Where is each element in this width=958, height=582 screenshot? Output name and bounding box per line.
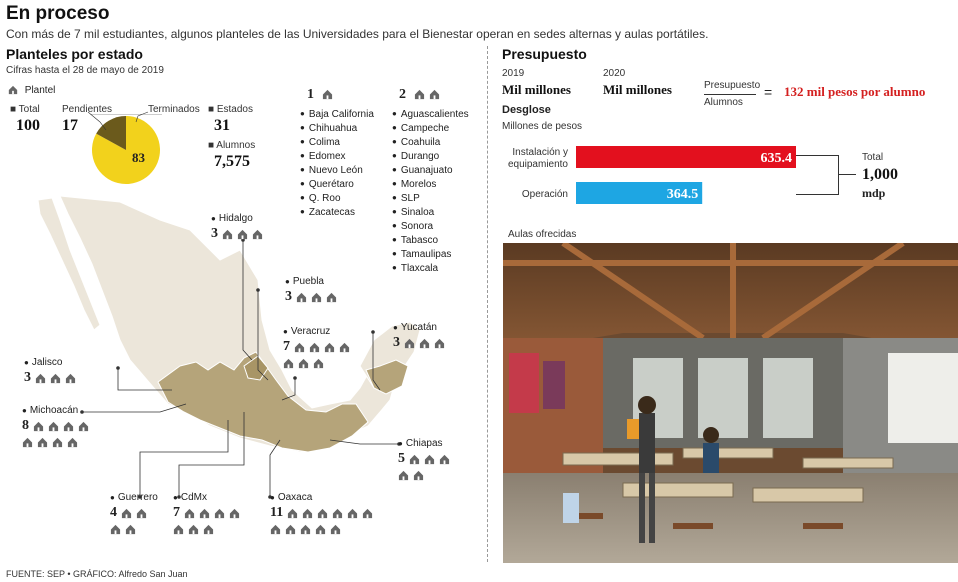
house-icon (324, 342, 335, 353)
house-icon (309, 342, 320, 353)
source-footer: FUENTE: SEP • GRÁFICO: Alfredo San Juan (6, 569, 188, 579)
house-icon (33, 421, 44, 432)
house-icon (173, 524, 184, 535)
house-icon (65, 373, 76, 384)
state-callout-name: ● Yucatán (393, 322, 449, 333)
classroom-photo (503, 243, 958, 563)
house-icon (67, 437, 78, 448)
year-2020-value: Mil millones (603, 82, 672, 97)
state-callout (285, 276, 341, 305)
pie-label-finished: 83 (132, 150, 145, 165)
house-icon (37, 437, 48, 448)
state-callout-count: 3 (285, 289, 292, 304)
state-list-item: ● Sonora (392, 220, 469, 234)
state-list-item: ● Sinaloa (392, 206, 469, 220)
house-icon (214, 508, 225, 519)
house-icon (270, 524, 281, 535)
house-icon (121, 508, 132, 519)
state-list-item: ● Edomex (300, 150, 374, 164)
state-callout-count: 7 (283, 339, 290, 354)
budget-total-value: 1,000 (862, 166, 898, 183)
bar-category-label: Operación (521, 189, 568, 200)
house-icon (203, 524, 214, 535)
state-list-item: ● Chihuahua (300, 122, 374, 136)
state-callout-name: ● Jalisco (24, 357, 80, 368)
state-callout-name: ● Hidalgo (211, 213, 267, 224)
state-callout-name: ● Guerrero (110, 492, 158, 503)
finished-label: Terminados (148, 104, 200, 115)
house-icon (125, 524, 136, 535)
state-callout-count: 3 (393, 335, 400, 350)
house-icon (362, 508, 373, 519)
house-icon (184, 508, 195, 519)
section-divider (487, 46, 489, 562)
house-icon (439, 454, 450, 465)
house-icon (50, 373, 61, 384)
group-two-count: 2 (399, 86, 406, 102)
state-callout (173, 492, 244, 535)
group-one-count: 1 (307, 86, 314, 102)
pending-value: 17 (62, 117, 78, 134)
house-icon (222, 229, 233, 240)
house-icon (188, 524, 199, 535)
state-callout-name: ● Puebla (285, 276, 341, 287)
house-icon (332, 508, 343, 519)
bar-value-label: 635.4 (760, 151, 792, 166)
house-icon (237, 229, 248, 240)
house-icon (347, 508, 358, 519)
state-list-item: ● Aguascalientes (392, 108, 469, 122)
state-callout-count: 3 (24, 370, 31, 385)
state-callout-name: ● CdMx (173, 492, 244, 503)
house-icon (22, 437, 33, 448)
state-callout-count: 5 (398, 451, 405, 466)
house-icon (434, 338, 445, 349)
breakdown-title: Desglose (502, 104, 551, 116)
house-icon (339, 342, 350, 353)
photo-caption: Aulas ofrecidas (508, 229, 577, 240)
state-callout-count: 3 (211, 226, 218, 241)
year-2019-value: Mil millones (502, 82, 571, 97)
house-icon (285, 524, 296, 535)
state-callout-count: 11 (270, 505, 284, 520)
house-icon (300, 524, 311, 535)
state-list-item: ● SLP (392, 192, 469, 206)
total-value: 100 (16, 117, 40, 134)
states-label: ■ Estados (208, 104, 253, 115)
house-icon (48, 421, 59, 432)
house-icon (287, 508, 298, 519)
state-callout-count: 8 (22, 418, 29, 433)
house-icon (78, 421, 89, 432)
budget-total-label: Total (862, 152, 884, 163)
state-callout (110, 492, 158, 535)
state-callout (270, 492, 377, 535)
budget-total-unit: mdp (862, 186, 886, 200)
house-icon (313, 358, 324, 369)
bar-category-label: Instalación y (512, 147, 568, 158)
state-list-item: ● Guanajuato (392, 164, 469, 178)
state-callout-count: 7 (173, 505, 180, 520)
house-icon (229, 508, 240, 519)
house-icon (296, 292, 307, 303)
left-section-title: Planteles por estado (6, 46, 143, 62)
state-callout-name: ● Veracruz (283, 326, 354, 337)
date-note: Cifras hasta el 28 de mayo de 2019 (6, 65, 164, 76)
state-list-item: ● Coahuila (392, 136, 469, 150)
bar-category-label: equipamiento (507, 159, 568, 170)
plantel-legend-label: Plantel (24, 85, 56, 96)
house-icon (252, 229, 263, 240)
year-2020-label: 2020 (603, 68, 626, 79)
house-icon (317, 508, 328, 519)
state-list-item: ● Nuevo León (300, 164, 374, 178)
house-icon (302, 508, 313, 519)
page-title: En proceso (6, 3, 110, 24)
house-icon (424, 454, 435, 465)
house-icon (110, 524, 121, 535)
state-callout-count: 4 (110, 505, 117, 520)
students-label: ■ Alumnos (208, 140, 256, 151)
states-value: 31 (214, 117, 230, 134)
formula-fraction-line (704, 94, 756, 95)
house-icon (52, 437, 63, 448)
formula-denominator: Alumnos (704, 97, 743, 108)
state-callout (393, 322, 449, 351)
formula-numerator: Presupuesto (704, 80, 761, 91)
year-2019-label: 2019 (502, 68, 525, 79)
state-callout-name: ● Michoacán (22, 405, 93, 416)
state-list-item: ● Morelos (392, 178, 469, 192)
breakdown-unit: Millones de pesos (502, 121, 583, 132)
state-list-item: ● Durango (392, 150, 469, 164)
house-icon (35, 373, 46, 384)
house-icon (294, 342, 305, 353)
total-label: ■ Total (10, 104, 40, 115)
state-list-item: ● Q. Roo (300, 192, 374, 206)
house-icon (409, 454, 420, 465)
state-list-item: ● Baja California (300, 108, 374, 122)
state-callout-name: ● Oaxaca (270, 492, 377, 503)
state-list-item: ● Campeche (392, 122, 469, 136)
house-icon (311, 292, 322, 303)
state-list-item: ● Tamaulipas (392, 248, 469, 262)
house-icon (315, 524, 326, 535)
state-callout (398, 438, 454, 481)
formula-equals: = (764, 84, 773, 100)
house-icon (419, 338, 430, 349)
right-section-title: Presupuesto (502, 46, 587, 62)
state-callout-name: ● Chiapas (398, 438, 454, 449)
house-icon (413, 470, 424, 481)
total-bracket-stem (838, 174, 856, 175)
formula-result: 132 mil pesos por alumno (784, 84, 926, 99)
total-bracket (796, 155, 839, 195)
house-icon (326, 292, 337, 303)
house-icon (136, 508, 147, 519)
house-icon (298, 358, 309, 369)
house-icon (283, 358, 294, 369)
house-icon (398, 470, 409, 481)
pending-label: Pendientes (62, 104, 113, 115)
state-callout (24, 357, 80, 386)
house-icon (199, 508, 210, 519)
house-icon (63, 421, 74, 432)
state-callout (211, 213, 267, 242)
state-callout (283, 326, 354, 369)
page-subtitle: Con más de 7 mil estudiantes, algunos planteles de las Universidades para el Bienestar operan en sedes alternas y aulas portátiles. (6, 27, 709, 41)
state-list-item: ● Zacatecas (300, 206, 374, 220)
state-list-item: ● Querétaro (300, 178, 374, 192)
state-list-item: ● Tabasco (392, 234, 469, 248)
bar-value-label: 364.5 (666, 187, 699, 202)
state-list-item: ● Colima (300, 136, 374, 150)
students-value: 7,575 (214, 153, 250, 170)
state-list-item: ● Tlaxcala (392, 262, 469, 276)
house-icon (404, 338, 415, 349)
house-icon (330, 524, 341, 535)
state-callout (22, 405, 93, 448)
